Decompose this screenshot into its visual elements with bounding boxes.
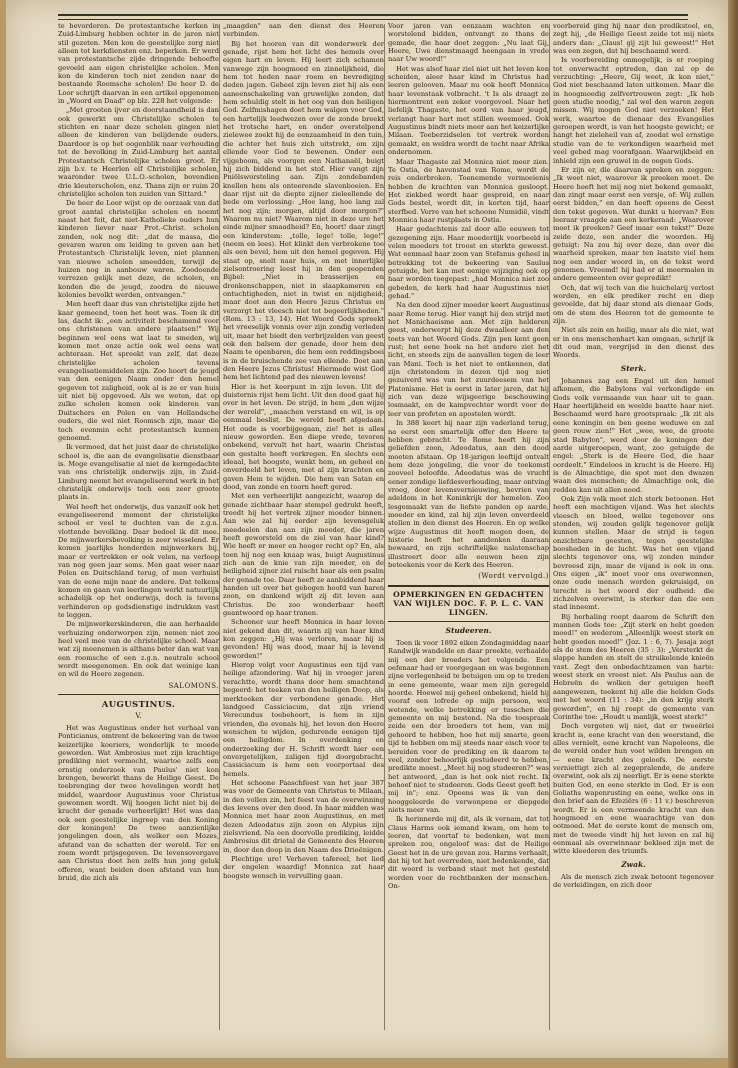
paragraph: De mijnwerkerskinderen, die aan herhaalde verhuizing onderworpen zijn, nemen niet zoo heel veel mee van de christelijke school. Maar wat zij meenemen is althans beter dan wat van een roomsche of een z.g.n. neutrale school wordt meegenomen. En ook dat weinige kan en wil de Heere zegenen. — [58, 620, 219, 679]
article-title: OPMERKINGEN EN GEDACHTEN VAN WIJLEN DOC. F. P. L. C. VAN LINGEN. — [393, 589, 544, 617]
paragraph: voorbereid ging hij naar den predikstoel, en, zegt hij, „de Heilige Geest zeide tot mij niets anders dan: „Claus! gij zijt lui geweest!" Het was een zegen, dat hij beschaamd werd. — [553, 22, 714, 56]
divider — [58, 694, 219, 695]
paragraph: Het was Augustinus onder het verhaal van Ponticianus, omtrent de bekeering van de twee keizerlijke koeriers, wonderlijk te moede geworden. Wat Ambrosius met zijn krachtige prediking niet vermocht, waartoe zelfs een ernstig onderzoek van Paulus' niet kon brengen, bewerkt thans de Heilige Geest. De toebrenging der twee hovelingen wordt het middel, waardoor Augustinus voor Christus gewonnen wordt. Wij hoogen licht niet bij de kracht der genade verheerlijkt! Het was dan ook een geestelijke ingreep van den Koning der koningen! De twee aanzienlijke jongelingen doen, als welker een Mozes, afstand van de schatten der wereld. Ter en roem wordt prijsgegeven. De levensovergave aan Christus doet hen zelfs hun jong geluk offeren, want beiden doen afstand van hun bruid, die zich als — [58, 723, 219, 883]
column-1 — [58, 22, 219, 1034]
paragraph: Ik vermoed, dat het juist daar de christelijke school is, die aan de evangelisatie dienstbaar is. Moge evangelisatie al niet de kerngedachte van ons christelijk onderwijs zijn, in Zuid-Limburg neemt het evangeliserend werk in het christelijk onderwijs toch een zeer groote plaats in. — [58, 443, 219, 502]
column-separator — [219, 24, 220, 1030]
top-rule — [58, 14, 688, 16]
paragraph: te bevorderen. De protestantsche kerken in Zuid-Limburg hebben echter in de jaren niet stil gezeten. Men kon de geestelijke zorg niet alleen tot kerkdiensten enz. beperken. Er werd van protestantsche zijde dringende behoefte gevoeld aan eigen christelijke scholen. Men kon de kinderen toch niet zenden naar de bestaande Roomsche scholen! De heer D. de Loor schrijft daarvan in een artikel opgenomen in „Woord en Daad" op blz. 228 het volgende: — [58, 22, 219, 106]
paragraph: Maar Thagaste zal Monnica niet meer zien. Te Ostia, de havenstad van Rome, wordt de reis onderbroken. Toenemende vermoeienis hebben de krachten van Monnica gesloopt. Het ziekbed wordt haar gespreid, en naar Gods bestel, wordt dit, in korten tijd, haar sterfbed. Verre van het schoone Numidië, vindt Monnica haar rustplaats in Ostia. — [388, 157, 549, 224]
column-separator — [549, 24, 550, 1030]
continued-note: (Wordt vervolgd.) — [478, 572, 549, 581]
paragraph: Wel heeft het onderwijs, dus vanzelf ook het evangeliseerend moment der christelijke school er veel te duchten van de z.g.n. vlottende bevolking. Daar bedoel ik dit mee. De mijnwerkersbevolking is zeer wisselend. Er komen jaarlijks honderden mijnwerkers bij, maar er vertrekken er ook velen, na verloop van nog geen jaar soms. Men gaat weer naar Polen en Duitschland terug, of men verhuist van de eene mijn naar de andere. Dat telkens komen en gaan van leerlingen werkt natuurlijk schadelijk op het onderwijs, doch is tevens verhinderen op godsdienstige indrukken vast te leggen. — [58, 502, 219, 620]
article-title: AUGUSTINUS. — [101, 700, 176, 711]
author-signature: SALOMONS. — [168, 681, 219, 690]
article-part-number: V. — [135, 710, 142, 720]
paragraph: Toen ik voor 1892 eiken Zondagmiddag naar Randwijk wandelde en daar preekte, verhaalde mij een der broeders het volgende. Een oefenaar had er voorgegaan en was begonnen zijne verlegenheid te betuigen om op te treden in eene gemeente, waar men zijn geregeld hoorde. Hoewel mij geheel onbekend, hield hij vooraf een lofrede op mijn persoon, wel wetende, welke betrekking er tusschen die gemeente en mij bestond. Na die toespraak zeide een der broeders tot hem, van mij gehoord te hebben, hoe het mij smarte, geen tijd te hebben om mij steeds naar eisch voor te bereiden voor de prediking en ik daarom te veel, zonder behoorlijk gestudeerd te hebben, predikte moest. „Meet hij nog studeeren?" was het antwoord, „dan is het ook niet recht. Ik behoef niet te studeeren. Gods Geest geeft het mij in"; enz. Opeens was ik van den hooggeleerde de verwonpene er diepgede niets meer van. — [388, 639, 549, 814]
article-subtitle: Studeeren. — [445, 625, 492, 635]
paragraph: Het was alsof haar ziel niet uit het leven kon scheiden, aleer haar kind in Christus had leeren gelooven. Maar nu ook heeft Monnica haar levenstaak volbracht. 't Is als draagt ze hiermontrent een zeker voorgevoel. Naar het liefelijk Thagaste, het oord van haar jeugd, verlangt haar hart met stillen weemoed. Ook Augustinus bindt niets meer aan het keizerlijke Milaan. Toeberzidselen tot vertrek worden gemaakt, en weldra wordt de tocht naar Afrika ondernomen. — [388, 64, 549, 157]
paragraph: In 388 keert hij naar zijn vaderland terug, na eerst een smartelijk offer den Heere te hebben gebracht. Te Rome heeft hij zijn geliefden zoon, Adeodatus, aan den dood moeten afstaan. Op 18-jarigen leeftijd ontvalt hem deze jongeling, die voor de toekomst zooveel beloofde. Adeodatus was de vrucht eener zondige liefdesverhouding, maar ontving vroeg, door levensvernieuwing, bevrien van adeldom in het Koninkrijk der hemelen. Zoo lesgemaakt van de liefste panden op aarde, moeder en kind, zal hij zijn leven onverdeeld stellen in den dienst des Heeren. En op welke wijze Augustinus dit heeft mogen doen, de historie heeft het aandenken daaraan bewaard, en zijn schriftelijke nalatenschap illustreert door alle eeuwen heen zijn beteekenis voor de Kerk des Heeren. — [388, 419, 549, 569]
paragraph: Bij het hooren van dit wonderwerk der genade, rijst hem het licht des hemels over eigen hart en leven. Hij leert zich schamen vanwege zijn hoogmoed en zinnelijkheid, die hem tot heden naar roem en bevrediging deden jagen. Geheel zijn leven ziet hij als een aaneenschakeling van gruwelijke zonden, dat hem schuldig stelt in het oog van den heiligen God. Zelfmishagen doet hem walgen voor God, een hartelijk leedwezen over de zonde breekt het trotsche hart, en onder overstelpend zielewee zoekt hij de eenzaamheid in den tuin, die achter het huis zich uitstrekt, om zijn ellende voor God te bewenen. Onder een vijgeboom, als voorgen een Nathanaël, buigt hij zich biddend in het stof. Hier vangt zijn Pniëlsworsteling aan. Zijn zondebanden knellen hem als onteerende slavenboeien. En daar rijst uit de diepte zijner zieleellende de bede om verlossing: „Hoe lang, hoe lang zal het nog zijn; morgen, altijd door morgen?" Waarom nu niet? Waarom niet in deze ure het einde mijner smaadheid? En, hoort! daar zingt een kinderstem: „tolle, lege! tolle, lege!" (neem en lees). Het klinkt den verbrokene toe als een bevel, hem uit den hemel gegeven. Hij staat op, snelt naar huis, en met innerlijke zielsontroering leest hij in den geopenden Bijbel: „Niet in brasserijen en dronkenschappen, niet in slaapkameren en ontuchtigheden, niet in twist en nijdigheid; maar doet aan den Heere Jezus Christus en verzorgt het vleesch niet tot begeerlijkheden." (Rom. 13 : 13, 14). Het Woord Gods spreekt het vreeselijk vonnis over zijn zondig verleden uit, maar het biedt den verbrijzelden van geest ook den balsem der genade, door hem den Naam te openbaren, die hem een reddingsboei is in de bruischende zee van ellende. Doet aan den Heere Jezus Christus! Hiermede wist God hem het lichtend pad des nieuwen levens! — [223, 39, 384, 382]
paragraph: Bij herhaling roept daarom de Schrift den mannen Gods toe: „Zijt sterk en hebt goeden moed!" en wederom „Alleenlijk weest sterk en hebt goeden moed!" (Joz. 1 : 6, 7). Jesaja zegt als de stem des Heeren (35 : 3): „Versterkt de slappe handen en stelt de struikelende knieën vast. Zegt den onbedachtzamen van harte: weest sterk en vreest niet. Als Paulus aan de Hebreën de wolken der getuigen heeft aangewezen, teekent hij alle die helden Gods met het woord (11 : 34): „in den krijg sterk geworden", en hij roept de gemeente van Corinthe toe: „Houdt u manlijk, weest sterk!" — [553, 612, 714, 721]
paragraph: „maagden" aan den dienst des Heeren verbinden. — [223, 22, 384, 39]
paragraph: Johannes zag een Engel uit den hemel afkomen, die Babylons val verkondigde en Gods volk vermaande van haar uit te gaan. Haar heerlijkheid en weelde baatte haar niet. Beschaamd werd hare grootspraak: „Ik zit als eene koningin en ben geene weduwe en zal geen rouw zien!" Het „wee, wee, de groote stad Babylon", werd door de koningen der aarde uitgeroepen, want, zoo getuigde de engel: „Sterk is de Heere God, die haar oordeelt." Eindeloos in kracht is de Heere. Hij is de Almachtige, die spot met den dwazen waan des menschen; de Almachtige ook, die redden kan uit allen nood. — [553, 377, 714, 494]
paragraph: Schooner uur heeft Monnica in haar leven niet gekend dan dit, waarin zij van haar kind kon zeggen: „Hij was verloren, maar hij is gevonden! Hij was dood, maar hij is levend geworden!" — [223, 618, 384, 660]
divider — [388, 621, 549, 622]
paragraph: Als de mensch zich zwak betoont tegenover de verleidingen, en zich door — [553, 873, 714, 890]
divider — [388, 585, 549, 587]
paragraph: Plechtige ure! Verheven tafereel, het lied der engelen waardig! Monnica zat haar hoogste wensch in vervulling gaan. — [223, 855, 384, 880]
paragraph: De heer de Loor wijst op de oorzaak van dat groot aantal christelijke scholen en noemt naast het feit, dat niet-Katholieke ouders hun kinderen liever naar Prot.-Christ. scholen zenden, ook nog dit: „dat de massa, die gevaren waren om leiding te geven aan het Protestantsch Christelijk leven, niet plannen van nieuwe scholen smeedden, terwijl de huizen nog in aanbouw waren. Zoodoende verrezen gelijk met deze, de scholen, en konden die de jeugd, zoodra de nieuwe kolonies bevolkt werden, ontvangen." — [58, 199, 219, 299]
top-rule-thin — [58, 19, 688, 20]
column-3 — [388, 22, 549, 1034]
paragraph: Het schoone Paaschfeest van het jaar 387 was voor de Gemeente van Christus te Milaan, in den vollen zin, het feest van de overwinning des levens over den dood. In haar midden was Monnica met haar zoon Augustinus, en met dezen Adeodatus zijn zoon en Alypius zijn zielsvriend. Na een doorvolle prediking, leidde Ambrosius dit drietal de Gemeente des Heeren in, door den doop in den Naam des Drieënigen. — [223, 778, 384, 854]
paragraph: Is voorbereiding onmogelijk, is er roeping tot onverwacht optreden, dan zal op de verzuchting: „Heere, Gij weet, ik kon niet," God niet beschaamd laten uitkomen. Maar die in hoogmoedig zelfvertrouwen zegt: „Ik heb geen studie noodig," zal wel den waren zegen missen. Wij mogen God niet verzoeken! Het werk, waartoe de dienaar des Evangelies geroepen wordt, is van het hoogste gewicht; er hangt het zieleheil van af, zoodat wel ernstige studie van de te verkondigen waarheid met veel gebed mag voorafgaan. Waarwijkbeid en inhield zijn een gruwel in de oogen Gods. — [553, 56, 714, 165]
paragraph: Met een verheerlijkt aangezicht, waarop de genade zichtbaar haar stempel gedrukt heeft, treedt hij het vertrek zijner moeder binnen. Aan wie zal hij eerder zijn levensgeluk meedeelen dan aan zijn moeder, die jaren heeft geworsteld om de ziel van haar kind? Wie heeft er meer en hooger recht op? En, als toen hij nog een knaap was, buigt Augustinus zich aan de knie van zijn moeder, en de heiligheid zijner ziel ruischt haar als een psalm der genade toe. Daar heeft ze aanbiddend haar handen uit over het gebogen hoofd van haren zoon, en dankend wijdt zij dit leven aan Christus. De zoo wonderbaar heeft geantwoord op haar tranen. — [223, 492, 384, 618]
paragraph: Voor jaren van eenzaam wachten en worstelend bidden, ontvangt ze thans de gemade, die haar doet zeggen: „Nu laat Gij, Heere, Uwe dienstmaagd heengaan in vrede naar Uw woord!" — [388, 22, 549, 64]
paragraph: Na den dood zijner moeder keert Augustinus naar Rome terug. Hier vangt hij den strijd met het Manichaeisme aan. Met zijn helderen geest, onderwerpt hij deze dwaalleer aan den toets van het Woord Gods. Zijn pen kent geen rust; het eene boek na het andere ziet het licht, en steeds zijn de aanvallen tegen de leer van Mani. Toch is het niet te ontkennen, dat zijn christendom in dezen tijd nog niet gezuiverd was van het zuurdeesem van het Platonisme. Het is eerst in later jaren, dat hij zich van deze wijsgeerige beschouwing losmaakt, en de kampvechter wordt voor de leer van profeten en apostelen wordt. — [388, 301, 549, 418]
paragraph: Ik herinnerde mij dit, als ik vernam, dat tot Claus Harms ook iemand kwam, om hem te leeren, dat voortaf te bedenken, wat men spreken zou, ongeloof was: dat de Heilige Geest het in de ure gevan zou. Harms verhaalt, dat hij tot het overreden, niet bedenkende, dat dit woord is verband staat met het gesteld worden voor de rechtbanken der menschen. On- — [388, 815, 549, 890]
section-heading: Zwak. — [621, 859, 646, 869]
book-binding-edge — [728, 0, 738, 1068]
paragraph: Och, dat wij toch van die huichelarij verlost worden, en elk prediker recht en diep gevoelde, dat hij daar stond als dienaar Gods, om de stem des Heeren tot de gemeente te zijn. — [553, 283, 714, 326]
paragraph: Ook Zijn volk moet zich sterk betoonen. Het heeft een machtigen vijand. Was het slechts vleesch en bloed, welke tegenover ons stonden, wij zouden gelijk tegenover gelijk kunnen stellen. Maar de strijd is tegen onzichtbare geesten, tegen geestelijke boosheden in de lucht. Was het een vijand slechts tegenover ons, wij zonden minder bevreesd zijn, maar de vijand is ook in ons. Ons eigen „ik" moet voor ons overwonnen, onze oude mensch worden gekruisigd, en terecht is het woord der oudheid: die zichzelven overwint, is sterker dan die een stad inneemt. — [553, 494, 714, 612]
column-separator — [384, 24, 385, 1030]
paragraph: Haar gedachtenis zal door alle eeuwen tot gezegening zijn. Haar moederlijk voorbeeld is velen moeders tot troost en sterkte geweest. Wat eenmaal haar zoon van Stefanus geheel in betrekking tot de bekeering van Saulus getuigde, het kan met eenige wijziging ook op haar worden toegepast: „had Monnica niet zoo gebeden, de kerk had haar Augustinus niet gehad." — [388, 225, 549, 300]
newspaper-page — [6, 0, 728, 1058]
paragraph: „Met grooten ijver en doorstaandheid is dan ook gewerkt om Christelijke scholen te stichten en naar deze scholen gingen niet alleen de kinderen van belijdende ouders. Daardoor is op het oogenblik naar verhouding tot de bevolking in Zuid-Limburg het aantal Protestantsch Christelijke scholen groot. Er zijn b.v. te Heerlen elf Christelijke scholen, waaronder twee U.L.O.-scholen, bovendien drie kleuterscholen, enz. Thans zijn er ruim 20 christelijke scholen ten zuiden van Sittard." — [58, 106, 219, 198]
paragraph: Hierop volgt voor Augustinus een tijd van heilige afzondering. Wat hij in vroeger jaren verachtte, wordt thans door hem smachtend begeerd: het teeken van den heiligen Doop, als merkteeken der verbondene genade. Het landgoed Cassiciacum, dat zijn vriend Verecundus toebehoort, is hem in zijn vrienden, die evenals hij, het leven den Heere wenschen te wijden, gedurende eenigen tijd een heiligdom. In overdenking en onderzoeking der H. Schrift wordt hier een onvergetelijken, zaligen tijd doorgebracht. Cassiciacum is hem een voorportaal des hemels. — [223, 661, 384, 778]
section-heading: Sterk. — [620, 363, 647, 373]
paragraph: Hier is het keerpunt in zijn leven. Uit de duisternis rijst hem licht. Uit den dood gaat hij over in het leven. De strijd, in hem „den wijze der wereld", „maachen verstand en wil, is op eenmaal beslist. De wereld heeft afgedaan. Het oude is voorbijgegaan, zie! het is alles nieuw geworden. Een diepe vrede, tevoren onbekend, vervult het hart, waarin Christus een gestalte heeft verkregen. En slechts een ideaal, het hoogste, wenkt hem, en geheel en onverdeeld het leven, met al zijn krachten en gaven Hem te wijden. Die hem van Satan en dood, van zonde en toorn heeft gered. — [223, 382, 384, 491]
column-4 — [553, 22, 714, 1034]
paragraph: Doch vergeten wij niet, dat er tweeërlei kracht is, eene kracht van den weerstand, die alles vernielt, eene kracht van Napoleons, die de wereld onder hun voet wilden brengen en — eene kracht des geloofs. De eerste verniettigt zich al zegepralende, de andere overwint, ook als zij neerligt. Er is eene sterkte buiten God, en eene sterkte in God. Er is een Goliaths wapenrusting en eene, welke ons in den brief aan de Efeziërs (6 : 11 v.) beschreven wordt. Er is een vermeende kracht van den hoogmoed en eene waarachtige van den ootmoed. Met de eerste komt de mensch om, met de tweede vindt hij het leven en zal hij eenmaal als overwinnaar bekleed zijn met de witte kleederen des triumfs. — [553, 722, 714, 856]
paragraph: Niet als zein en heilig, maar als die niet, wat er in ons menschenhart kan omgaan, schrijf ik dit oud man, vergrijsd in den dienst des Woords. — [553, 326, 714, 360]
paragraph: Er zijn er, die daarvan spreken en zeggen: „Ik weet niet, waarover ik preeken moet. De Heere heeft het mij nog niet bekend gemaakt, dan zingt maar eerst een versje, of: Wij zullen eerst bidden," en dan heeft opeens de Geest den tekst gegeven. Wat dunkt u hiervan? Een leeraar vraagde aan een kerkeraad: „Waarover moet ik preeken? Geef maar een tekst!" Deze zeide deze, een ander die woorden. Hij getuigt: Na zou hij over deze, dan over die waarheid spreken, maar ten laatste viel hem nog een ander woord in, en de tekst werd genomen. Vreemd! hij had er al meermalen in andere gemeenten over gepredikt! — [553, 165, 714, 283]
paragraph: Men heeft daar dus van christelijke zijde het kaar gemeend, toen het heet was. Toen ik dit las, dacht ik: „een activiteit beschamend voor ons christenen van andere plaatsen!" Wij beginnen wel eens wat laat te smeden, wij komen met onze actie ook wel eens wat achteraan. Het spreekt van zelf, dat deze christelijke scholen tevens evangelisatiemiddelen zijn. Zoo hoort de jeugd van den eenigen Naam onder den hemel gegeven tot zaligheid, ook al is ze er van huis uit niet bij opgevoed. Als we weten, dat op zulke scholen komen ook kinderen van Duitschers en Polen en van Hollandsche ouders, die wel niet Roomsch zijn, maar die toch evenmin echt protestantsch kunnen genoemd. — [58, 300, 219, 442]
column-2 — [223, 22, 384, 1034]
